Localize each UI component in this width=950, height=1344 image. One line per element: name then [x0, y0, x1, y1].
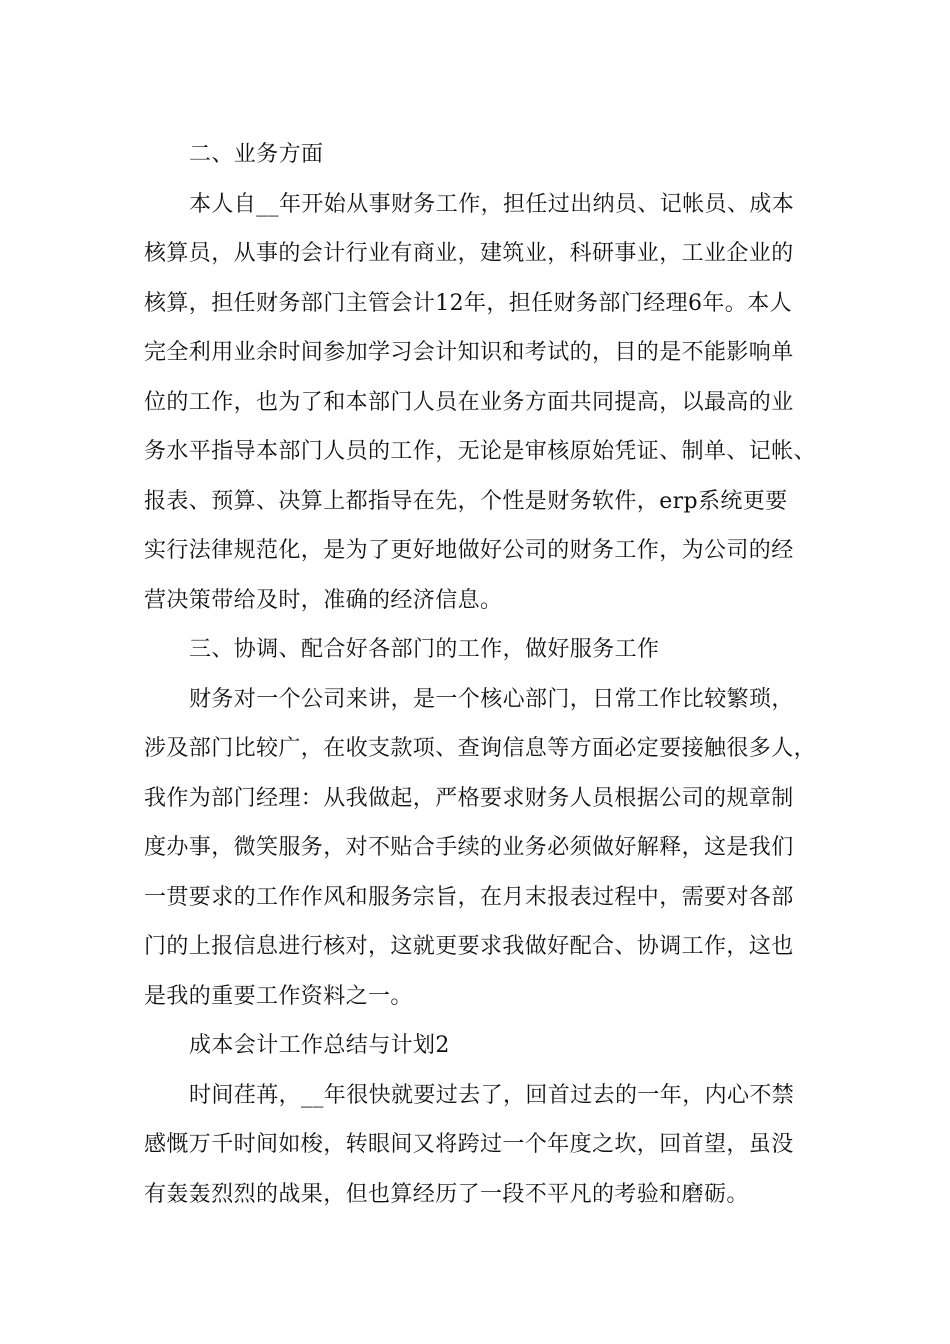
text-line: 财务对一个公司来讲，是一个核心部门，日常工作比较繁琐，	[189, 686, 794, 712]
text-line: 实行法律规范化，是为了更好地做好公司的财务工作，为公司的经	[144, 538, 794, 563]
text-line: 核算，担任财务部门主管会计12年，担任财务部门经理6年。本人	[144, 290, 792, 316]
text-line: 时间荏苒，__年很快就要过去了，回首过去的一年，内心不禁	[189, 1082, 795, 1108]
text-line: 完全利用业余时间参加学习会计知识和考试的，目的是不能影响单	[144, 340, 794, 365]
text-line: 报表、预算、决算上都指导在先，个性是财务软件，erp系统更要	[144, 488, 788, 514]
text-line: 涉及部门比较广，在收支款项、查询信息等方面必定要接触很多人，	[144, 736, 817, 761]
text-line: 有轰轰烈烈的战果，但也算经历了一段不平凡的考验和磨砺。	[144, 1181, 749, 1207]
text-line: 门的上报信息进行核对，这就更要求我做好配合、协调工作，这也	[144, 934, 794, 959]
text-line: 营决策带给及时，准确的经济信息。	[144, 587, 503, 613]
text-line: 成本会计工作总结与计划2	[189, 1033, 450, 1058]
text-line: 是我的重要工作资料之一。	[144, 983, 413, 1009]
text-line: 二、业务方面	[189, 142, 324, 167]
text-line: 三、协调、配合好各部门的工作，做好服务工作	[189, 637, 660, 662]
text-line: 我作为部门经理：从我做起，严格要求财务人员根据公司的规章制	[144, 785, 794, 811]
text-line: 感慨万千时间如梭，转眼间又将跨过一个年度之坎，回首望，虽没	[144, 1132, 794, 1157]
text-line: 核算员，从事的会计行业有商业，建筑业，科研事业，工业企业的	[144, 241, 794, 266]
text-line: 本人自__年开始从事财务工作，担任过出纳员、记帐员、成本	[189, 191, 795, 217]
text-line: 务水平指导本部门人员的工作，无论是审核原始凭证、制单、记帐、	[144, 439, 817, 464]
document-body	[144, 130, 824, 1219]
text-line: 位的工作，也为了和本部门人员在业务方面共同提高，以最高的业	[144, 389, 794, 415]
text-line: 一贯要求的工作作风和服务宗旨，在月末报表过程中，需要对各部	[144, 884, 794, 910]
text-line: 度办事，微笑服务，对不贴合手续的业务必须做好解释，这是我们	[144, 835, 794, 860]
